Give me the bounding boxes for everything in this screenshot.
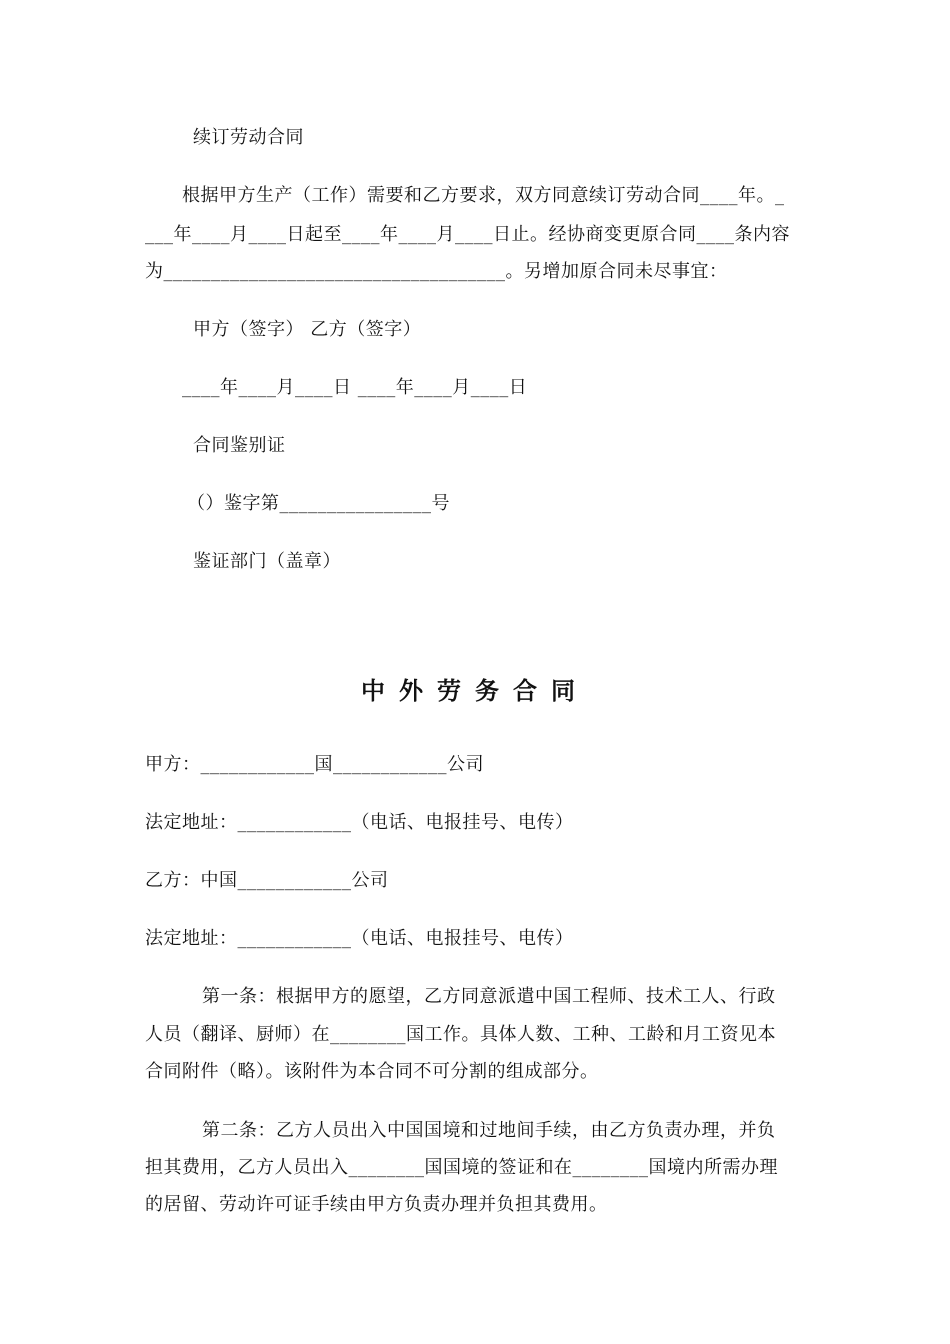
- article-2-line-1: 第二条：乙方人员出入中国国境和过地间手续，由乙方负责办理，并负: [202, 1120, 776, 1141]
- contract-title: 中外劳务合同: [361, 677, 589, 705]
- party-b-address: 法定地址：____________（电话、电报挂号、电传）: [145, 928, 574, 949]
- article-2-line-2: 担其费用，乙方人员出入________国国境的签证和在________国境内所需办理: [145, 1157, 778, 1178]
- article-2-line-3: 的居留、劳动许可证手续由甲方负责办理并负担其费用。: [145, 1194, 608, 1215]
- article-1-line-3: 合同附件（略）。该附件为本合同不可分割的组成部分。: [145, 1061, 599, 1082]
- certification-title: 合同鉴别证: [193, 435, 286, 456]
- article-1-line-2: 人员（翻译、厨师）在________国工作。具体人数、工种、工龄和月工资见本: [145, 1024, 776, 1045]
- signature-dates: ____年____月____日 ____年____月____日: [182, 377, 528, 398]
- signature-line: 甲方（签字） 乙方（签字）: [193, 319, 422, 340]
- party-a: 甲方：____________国____________公司: [145, 754, 484, 775]
- renewal-paragraph-line-2: ___年____月____日起至____年____月____日止。经协商变更原合同____条内容: [145, 224, 790, 245]
- renewal-paragraph-line-3: 为____________________________________。另增加原合同未尽事宜：: [145, 261, 728, 282]
- article-1-line-1: 第一条：根据甲方的愿望，乙方同意派遣中国工程师、技术工人、行政: [202, 986, 776, 1007]
- certification-number: （）鉴字第________________号: [187, 493, 450, 514]
- renewal-paragraph-line-1: 根据甲方生产（工作）需要和乙方要求，双方同意续订劳动合同____年。_: [182, 185, 785, 206]
- party-a-address: 法定地址：____________（电话、电报挂号、电传）: [145, 812, 574, 833]
- certification-department: 鉴证部门（盖章）: [193, 551, 341, 572]
- renewal-heading: 续订劳动合同: [193, 127, 304, 148]
- party-b: 乙方：中国____________公司: [145, 870, 389, 891]
